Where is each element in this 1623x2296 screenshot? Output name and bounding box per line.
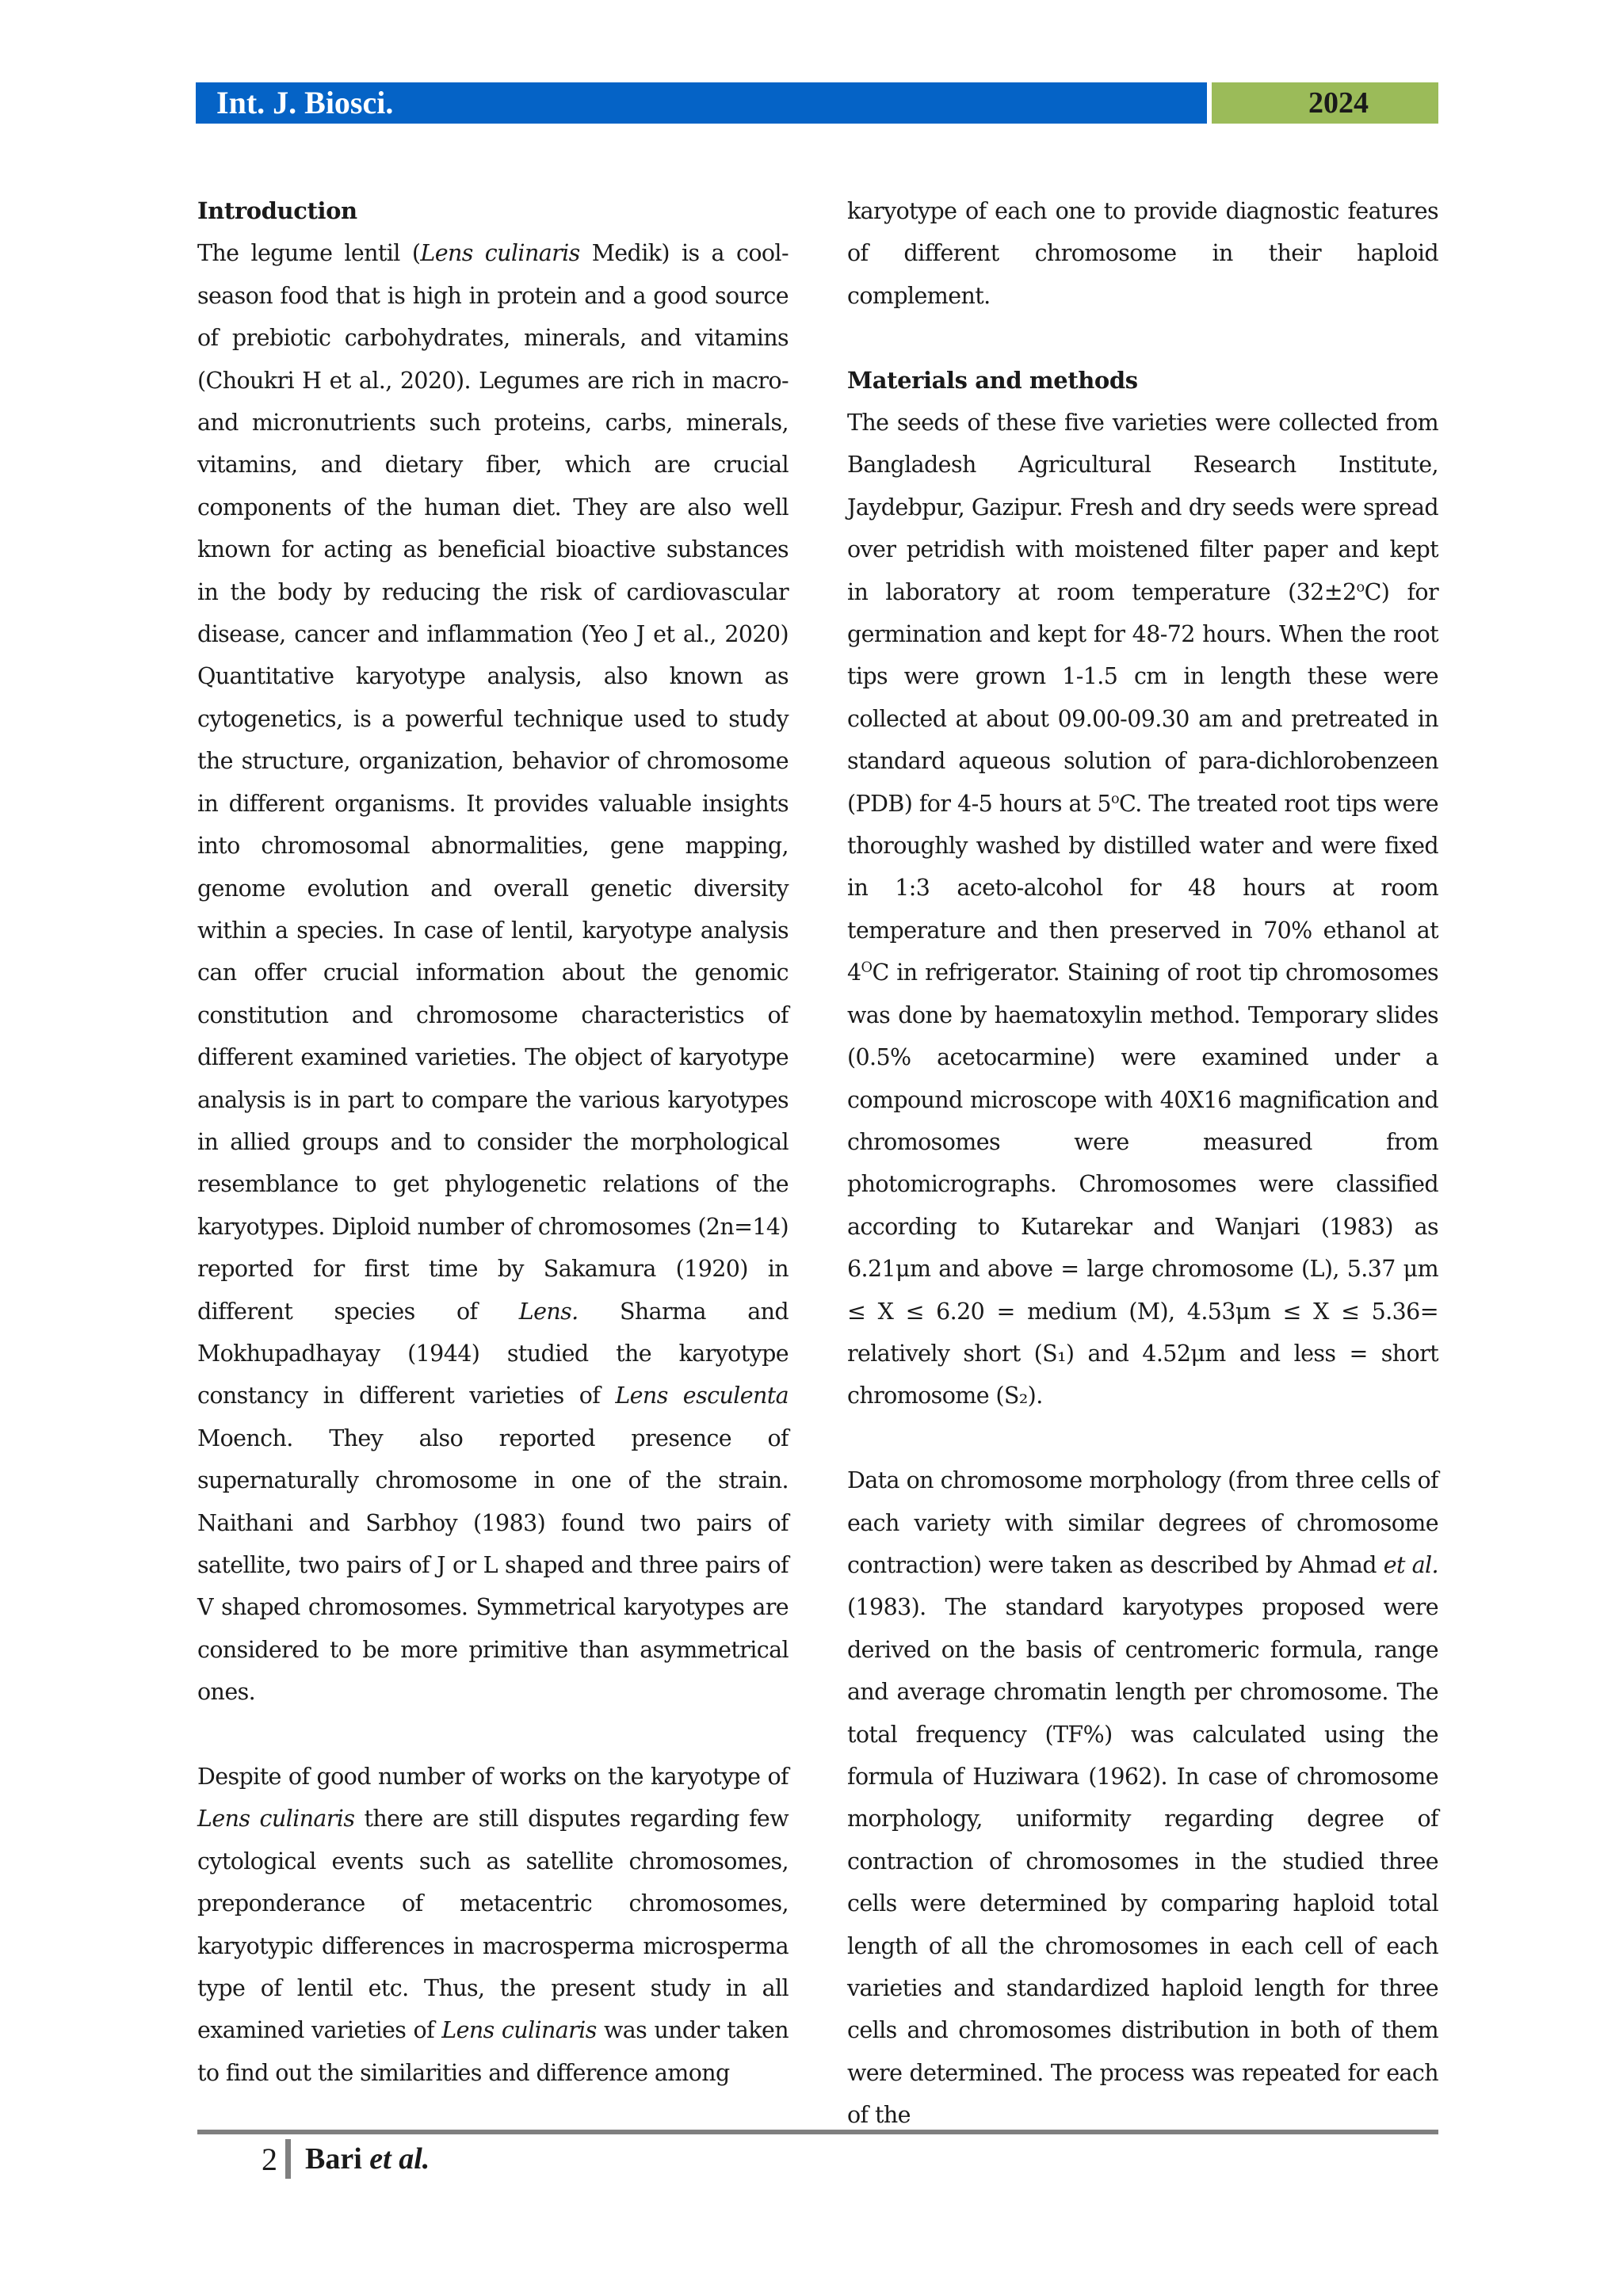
publication-year: 2024 — [1212, 82, 1438, 124]
superscript: o — [1356, 579, 1365, 596]
right-column — [847, 190, 1438, 2137]
italic-term: Lens. — [518, 1298, 579, 1325]
italic-term: Lens culinaris — [420, 240, 580, 267]
journal-header — [196, 82, 1438, 124]
footer-divider — [285, 2139, 291, 2179]
italic-term: Lens culinaris — [197, 1806, 355, 1833]
italic-term: Lens culinaris — [441, 2017, 597, 2044]
italic-term: et al. — [1383, 1551, 1438, 1578]
italic-term: Lens esculenta — [615, 1383, 789, 1409]
running-author — [305, 2142, 430, 2176]
author-surname: Bari — [305, 2142, 362, 2176]
superscript: O — [861, 959, 873, 976]
introduction-heading: Introduction — [197, 197, 357, 224]
methods-paragraph-1: The seeds of these five varieties were collected from Bangladesh Agricultural Research Institute, Jaydebpur, Gazipur. Fresh and dry seeds were spread over petridish with moistened filter paper and kept in laboratory at room temperature $(32\pm 2^oC)$ for germination and kept for 48-72 hours. When the root tips were grown 1-1.5 cm in length these were collected at about 09.00-09.30 am and pretreated in standard aqueous solution of para-dichlorobenzeen (PDB) for 4-5 hours at 5$^o$C. The treated root tips were thoroughly washed by distilled water and were fixed in 1:3 aceto-alcohol for 48 hours at room temperature and then preserved in 70% ethanol at $4^OC$ in refrigerator. Staining of root tip chromosomes was done by haematoxylin method. Temporary slides (0.5% acetocarmine) were examined under a compound microscope with 40X16 magnification and chromosomes were measured from photomicrographs. Chromosomes were classified according to Kutarekar and Wanjari (1983) as 6.21μm and above = large chromosome (L), 5.37 μm ≤ X ≤ 6.20 = medium (M), 4.53μm ≤ X ≤ 5.36= relatively short (S₁) and 4.52μm and less = short chromosome (S₂). — [847, 410, 1438, 1409]
superscript: o — [1110, 791, 1119, 807]
introduction-paragraph-continued: karyotype of each one to provide diagnostic features of different chromosome in their haploid complement. — [847, 198, 1438, 309]
introduction-paragraph-2: Despite of good number of works on the karyotype of Lens culinaris there are still disputes regarding few cytological events such as satellite chromosomes, preponderance of metacentric chromosomes, karyotypic differences in macrosperma microsperma type of lentil etc. Thus, the present study in all examined varieties of Lens culinaris was under taken to find out the similarities and difference among — [197, 1764, 789, 2086]
page-footer — [252, 2134, 430, 2183]
methods-paragraph-2: Data on chromosome morphology (from three cells of each variety with similar degrees of chromosome contraction) were taken as described by Ahmad et al. (1983). The standard karyotypes proposed were derived on the basis of centromeric formula, range and average chromatin length per chromosome. The total frequency (TF%) was calculated using the formula of Huziwara (1962). In case of chromosome morphology, uniformity regarding degree of contraction of chromosomes in the studied three cells were determined by comparing haploid total length of all the chromosomes in each cell of each varieties and standardized haploid length for three cells and chromosomes distribution in both of them were determined. The process was repeated for each of the — [847, 1467, 1438, 2129]
introduction-paragraph-1: The legume lentil (Lens culinaris Medik) is a cool-season food that is high in protein and a good source of prebiotic carbohydrates, minerals, and vitamins (Choukri H et al., 2020). Legumes are rich in macro- and micronutrients such proteins, carbs, minerals, vitamins, and dietary fiber, which are crucial components of the human diet. They are also well known for acting as beneficial bioactive substances in the body by reducing the risk of cardiovascular disease, cancer and inflammation (Yeo J et al., 2020) Quantitative karyotype analysis, also known as cytogenetics, is a powerful technique used to study the structure, organization, behavior of chromosome in different organisms. It provides valuable insights into chromosomal abnormalities, gene mapping, genome evolution and overall genetic diversity within a species. In case of lentil, karyotype analysis can offer crucial information about the genomic constitution and chromosome characteristics of different examined varieties. The object of karyotype analysis is in part to compare the various karyotypes in allied groups and to consider the morphological resemblance to get phylogenetic relations of the karyotypes. Diploid number of chromosomes (2n=14) reported for first time by Sakamura (1920) in different species of Lens. Sharma and Mokhupadhayay (1944) studied the karyotype constancy in different varieties of Lens esculenta Moench. They also reported presence of supernaturally chromosome in one of the strain. Naithani and Sarbhoy (1983) found two pairs of satellite, two pairs of J or L shaped and three pairs of V shaped chromosomes. Symmetrical karyotypes are considered to be more primitive than asymmetrical ones. — [197, 240, 789, 1706]
left-column — [197, 190, 789, 2094]
page-number: 2 — [262, 2141, 277, 2177]
journal-name: Int. J. Biosci. — [196, 82, 1207, 124]
methods-heading: Materials and methods — [847, 366, 1138, 394]
author-et-al: et al. — [369, 2142, 430, 2176]
